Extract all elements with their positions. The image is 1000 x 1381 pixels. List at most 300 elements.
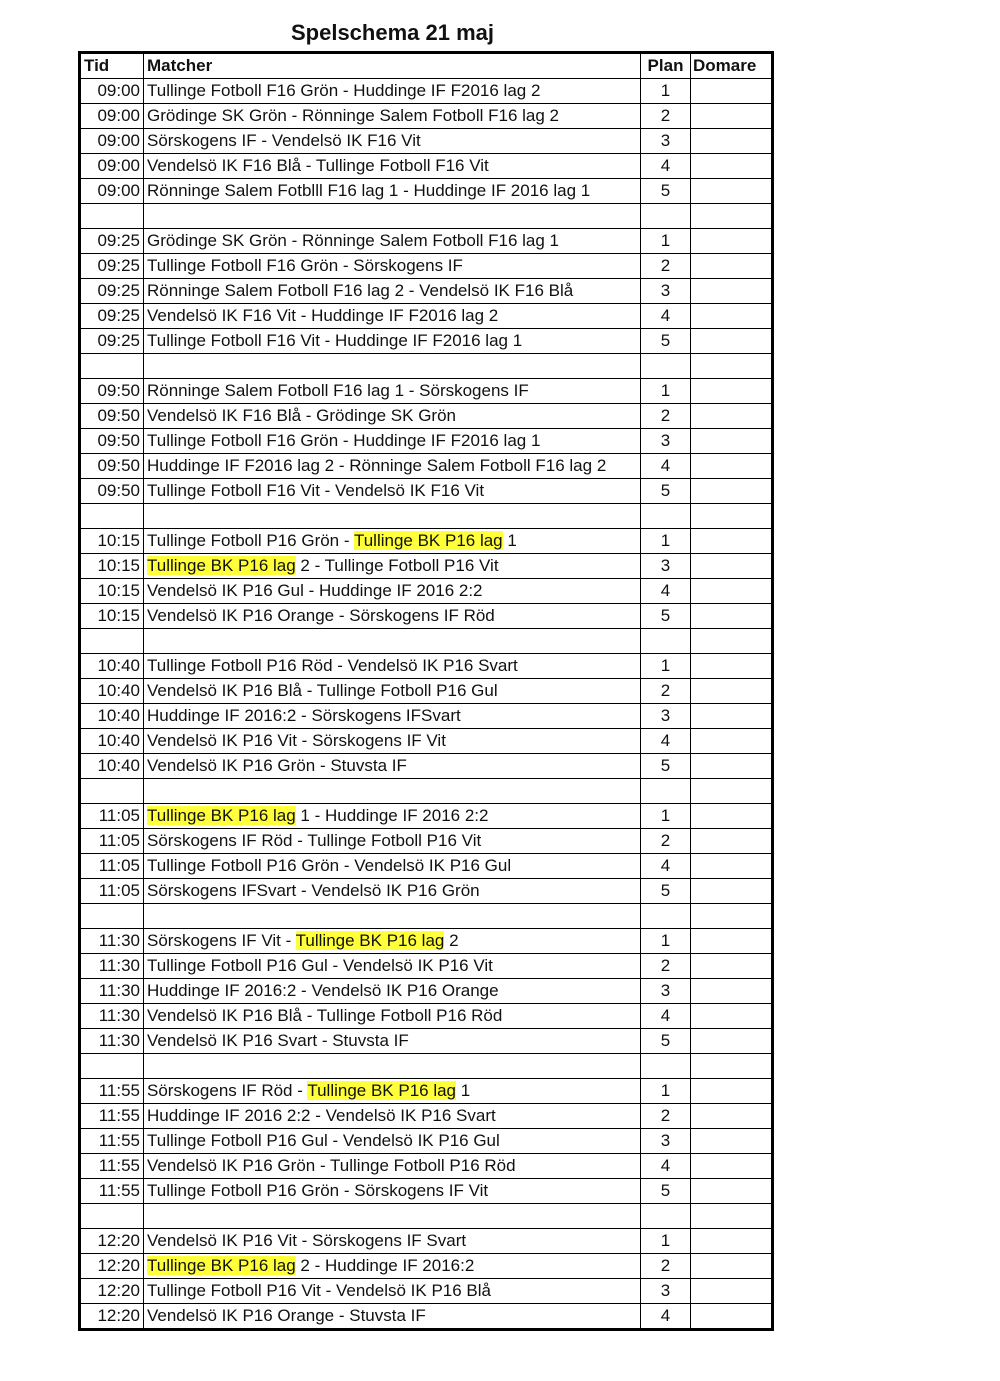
cell-tid: 11:30 — [80, 979, 144, 1004]
match-text: Vendelsö IK P16 Blå - Tullinge Fotboll P16 Gul — [147, 681, 498, 700]
table-row — [80, 104, 773, 129]
match-text: Tullinge Fotboll P16 Grön - — [147, 531, 354, 550]
spacer-row — [80, 504, 773, 529]
cell-match — [144, 329, 641, 354]
cell-match — [144, 1204, 641, 1229]
cell-plan: 1 — [641, 1229, 691, 1254]
cell-match — [144, 129, 641, 154]
highlighted-team: Tullinge BK P16 lag — [307, 1081, 457, 1100]
cell-tid: 09:50 — [80, 404, 144, 429]
match-text: Grödinge SK Grön - Rönninge Salem Fotboll F16 lag 2 — [147, 106, 560, 125]
cell-domare — [691, 1004, 773, 1029]
cell-domare — [691, 804, 773, 829]
cell-plan: 1 — [641, 229, 691, 254]
cell-tid: 11:55 — [80, 1179, 144, 1204]
table-row — [80, 804, 773, 829]
cell-tid: 12:20 — [80, 1254, 144, 1279]
match-text: Vendelsö IK P16 Svart - Stuvsta IF — [147, 1031, 409, 1050]
cell-plan — [641, 504, 691, 529]
cell-tid — [80, 779, 144, 804]
cell-match — [144, 454, 641, 479]
cell-match — [144, 754, 641, 779]
cell-match — [144, 954, 641, 979]
cell-domare — [691, 1254, 773, 1279]
cell-plan — [641, 629, 691, 654]
cell-domare — [691, 504, 773, 529]
table-row — [80, 1104, 773, 1129]
cell-tid — [80, 1054, 144, 1079]
match-text: Tullinge Fotboll P16 Grön - Sörskogens IF Vit — [147, 1181, 489, 1200]
cell-match — [144, 479, 641, 504]
cell-domare — [691, 654, 773, 679]
table-row — [80, 854, 773, 879]
table-row — [80, 79, 773, 104]
match-text: Tullinge Fotboll F16 Vit - Vendelsö IK F16 Vit — [147, 481, 485, 500]
cell-plan: 5 — [641, 479, 691, 504]
cell-tid: 11:05 — [80, 829, 144, 854]
cell-match — [144, 1104, 641, 1129]
table-row — [80, 754, 773, 779]
table-row — [80, 1229, 773, 1254]
cell-domare — [691, 304, 773, 329]
match-text: 1 - Huddinge IF 2016 2:2 — [295, 806, 489, 825]
cell-match — [144, 1129, 641, 1154]
cell-match — [144, 1254, 641, 1279]
cell-tid: 09:25 — [80, 229, 144, 254]
cell-match — [144, 879, 641, 904]
cell-domare — [691, 904, 773, 929]
cell-domare — [691, 854, 773, 879]
cell-match — [144, 679, 641, 704]
cell-tid — [80, 504, 144, 529]
cell-domare — [691, 454, 773, 479]
table-row — [80, 604, 773, 629]
cell-tid: 12:20 — [80, 1304, 144, 1330]
cell-plan — [641, 204, 691, 229]
cell-match — [144, 354, 641, 379]
cell-plan: 5 — [641, 1179, 691, 1204]
match-text: Vendelsö IK F16 Vit - Huddinge IF F2016 lag 2 — [147, 306, 499, 325]
cell-plan: 1 — [641, 654, 691, 679]
table-row — [80, 1279, 773, 1304]
spacer-row — [80, 204, 773, 229]
cell-plan: 3 — [641, 429, 691, 454]
table-row — [80, 1179, 773, 1204]
match-text: Huddinge IF 2016 2:2 - Vendelsö IK P16 Svart — [147, 1106, 496, 1125]
header-row — [80, 53, 773, 79]
cell-tid: 09:50 — [80, 479, 144, 504]
column-header-plan: Plan — [641, 53, 691, 79]
table-row — [80, 1004, 773, 1029]
cell-domare — [691, 604, 773, 629]
table-row — [80, 329, 773, 354]
cell-domare — [691, 529, 773, 554]
highlighted-team: Tullinge BK P16 lag — [147, 556, 296, 575]
cell-match — [144, 629, 641, 654]
cell-match — [144, 379, 641, 404]
highlighted-team: Tullinge BK P16 lag — [295, 931, 445, 950]
cell-tid: 09:50 — [80, 429, 144, 454]
cell-tid: 10:15 — [80, 579, 144, 604]
match-text: Tullinge Fotboll P16 Gul - Vendelsö IK P16 Gul — [147, 1131, 500, 1150]
page-title: Spelschema 21 maj — [290, 20, 494, 45]
cell-tid: 10:40 — [80, 729, 144, 754]
cell-plan: 2 — [641, 404, 691, 429]
cell-match — [144, 279, 641, 304]
table-row — [80, 1304, 773, 1330]
cell-plan — [641, 354, 691, 379]
cell-match — [144, 1154, 641, 1179]
match-text: Vendelsö IK P16 Orange - Sörskogens IF Röd — [147, 606, 495, 625]
cell-domare — [691, 929, 773, 954]
schedule-table — [78, 51, 774, 1331]
cell-domare — [691, 379, 773, 404]
table-row — [80, 254, 773, 279]
cell-domare — [691, 79, 773, 104]
cell-plan: 3 — [641, 1129, 691, 1154]
cell-domare — [691, 1129, 773, 1154]
cell-domare — [691, 1104, 773, 1129]
table-row — [80, 129, 773, 154]
cell-plan: 5 — [641, 1029, 691, 1054]
table-row — [80, 229, 773, 254]
cell-domare — [691, 1029, 773, 1054]
table-row — [80, 929, 773, 954]
cell-plan: 4 — [641, 454, 691, 479]
cell-tid: 12:20 — [80, 1229, 144, 1254]
cell-match — [144, 854, 641, 879]
cell-plan: 3 — [641, 979, 691, 1004]
cell-domare — [691, 1279, 773, 1304]
cell-plan: 3 — [641, 129, 691, 154]
cell-plan: 2 — [641, 1254, 691, 1279]
cell-tid: 10:40 — [80, 754, 144, 779]
cell-match — [144, 729, 641, 754]
cell-domare — [691, 729, 773, 754]
cell-domare — [691, 104, 773, 129]
cell-match — [144, 654, 641, 679]
table-row — [80, 704, 773, 729]
cell-domare — [691, 629, 773, 654]
spacer-row — [80, 1054, 773, 1079]
cell-tid — [80, 1204, 144, 1229]
spacer-row — [80, 904, 773, 929]
cell-match — [144, 554, 641, 579]
match-text: 2 — [444, 931, 459, 950]
match-text: Sörskogens IF Röd - Tullinge Fotboll P16 Vit — [147, 831, 482, 850]
cell-plan: 5 — [641, 754, 691, 779]
cell-plan: 3 — [641, 704, 691, 729]
cell-plan — [641, 779, 691, 804]
table-row — [80, 154, 773, 179]
cell-domare — [691, 1179, 773, 1204]
cell-match — [144, 1029, 641, 1054]
cell-plan: 1 — [641, 1079, 691, 1104]
cell-plan: 3 — [641, 554, 691, 579]
cell-domare — [691, 354, 773, 379]
match-text: Rönninge Salem Fotblll F16 lag 1 - Huddinge IF 2016 lag 1 — [147, 181, 591, 200]
cell-domare — [691, 1229, 773, 1254]
cell-tid: 09:25 — [80, 254, 144, 279]
cell-tid: 12:20 — [80, 1279, 144, 1304]
match-text: 2 - Huddinge IF 2016:2 — [295, 1256, 475, 1275]
cell-plan: 1 — [641, 79, 691, 104]
cell-tid: 10:40 — [80, 679, 144, 704]
cell-domare — [691, 154, 773, 179]
cell-match — [144, 429, 641, 454]
match-text: Rönninge Salem Fotboll F16 lag 2 - Vendelsö IK F16 Blå — [147, 281, 574, 300]
cell-match — [144, 929, 641, 954]
cell-plan: 3 — [641, 279, 691, 304]
cell-tid — [80, 204, 144, 229]
cell-plan — [641, 1204, 691, 1229]
match-text: Vendelsö IK P16 Gul - Huddinge IF 2016 2:2 — [147, 581, 483, 600]
cell-tid: 11:30 — [80, 954, 144, 979]
cell-domare — [691, 704, 773, 729]
cell-domare — [691, 254, 773, 279]
cell-domare — [691, 554, 773, 579]
match-text: Vendelsö IK F16 Blå - Tullinge Fotboll F16 Vit — [147, 156, 489, 175]
match-text: Tullinge Fotboll P16 Gul - Vendelsö IK P16 Vit — [147, 956, 493, 975]
cell-plan: 5 — [641, 604, 691, 629]
cell-tid: 10:15 — [80, 529, 144, 554]
cell-match — [144, 229, 641, 254]
cell-match — [144, 1004, 641, 1029]
cell-tid: 09:25 — [80, 304, 144, 329]
cell-match — [144, 1179, 641, 1204]
cell-plan: 4 — [641, 854, 691, 879]
cell-domare — [691, 1204, 773, 1229]
cell-domare — [691, 204, 773, 229]
match-text: Tullinge Fotboll F16 Vit - Huddinge IF F2016 lag 1 — [147, 331, 523, 350]
match-text: Tullinge Fotboll F16 Grön - Huddinge IF F2016 lag 2 — [147, 81, 541, 100]
match-text: Sörskogens IF Vit - — [147, 931, 296, 950]
cell-domare — [691, 979, 773, 1004]
cell-tid: 11:05 — [80, 804, 144, 829]
cell-domare — [691, 404, 773, 429]
cell-plan — [641, 1054, 691, 1079]
cell-plan: 5 — [641, 879, 691, 904]
cell-plan: 4 — [641, 1004, 691, 1029]
cell-domare — [691, 879, 773, 904]
cell-domare — [691, 1079, 773, 1104]
table-row — [80, 654, 773, 679]
cell-domare — [691, 179, 773, 204]
match-text: Vendelsö IK P16 Vit - Sörskogens IF Vit — [147, 731, 446, 750]
match-text: Tullinge Fotboll P16 Grön - Vendelsö IK P16 Gul — [147, 856, 512, 875]
table-row — [80, 829, 773, 854]
table-row — [80, 1079, 773, 1104]
cell-tid: 10:15 — [80, 604, 144, 629]
column-header-matcher: Matcher — [144, 53, 641, 79]
cell-domare — [691, 954, 773, 979]
cell-plan: 5 — [641, 179, 691, 204]
spacer-row — [80, 779, 773, 804]
cell-tid: 09:00 — [80, 104, 144, 129]
cell-plan: 2 — [641, 104, 691, 129]
cell-match — [144, 79, 641, 104]
match-text: 1 — [502, 531, 517, 550]
cell-tid: 09:00 — [80, 154, 144, 179]
cell-domare — [691, 329, 773, 354]
cell-domare — [691, 1054, 773, 1079]
cell-domare — [691, 754, 773, 779]
cell-plan: 2 — [641, 829, 691, 854]
cell-plan: 3 — [641, 1279, 691, 1304]
cell-plan: 4 — [641, 729, 691, 754]
table-row — [80, 679, 773, 704]
cell-tid: 11:55 — [80, 1079, 144, 1104]
match-text: Vendelsö IK P16 Vit - Sörskogens IF Svart — [147, 1231, 467, 1250]
table-row — [80, 379, 773, 404]
cell-match — [144, 704, 641, 729]
cell-match — [144, 779, 641, 804]
cell-tid: 09:25 — [80, 329, 144, 354]
cell-tid: 11:55 — [80, 1154, 144, 1179]
match-text: 1 — [456, 1081, 471, 1100]
table-row — [80, 579, 773, 604]
cell-plan: 4 — [641, 1304, 691, 1330]
highlighted-team: Tullinge BK P16 lag — [353, 531, 503, 550]
spacer-row — [80, 354, 773, 379]
cell-match — [144, 579, 641, 604]
cell-plan: 1 — [641, 379, 691, 404]
match-text: Vendelsö IK P16 Blå - Tullinge Fotboll P16 Röd — [147, 1006, 503, 1025]
table-row — [80, 954, 773, 979]
cell-tid: 10:40 — [80, 704, 144, 729]
cell-match — [144, 104, 641, 129]
match-text: Sörskogens IF - Vendelsö IK F16 Vit — [147, 131, 421, 150]
match-text: Sörskogens IF Röd - — [147, 1081, 308, 1100]
table-row — [80, 1154, 773, 1179]
spacer-row — [80, 629, 773, 654]
column-header-domare: Domare — [691, 53, 773, 79]
cell-tid: 09:00 — [80, 129, 144, 154]
cell-plan: 2 — [641, 954, 691, 979]
cell-tid — [80, 904, 144, 929]
cell-tid: 11:05 — [80, 879, 144, 904]
cell-match — [144, 304, 641, 329]
match-text: Vendelsö IK P16 Grön - Stuvsta IF — [147, 756, 407, 775]
match-text: Vendelsö IK F16 Blå - Grödinge SK Grön — [147, 406, 457, 425]
cell-match — [144, 529, 641, 554]
match-text: Huddinge IF F2016 lag 2 - Rönninge Salem Fotboll F16 lag 2 — [147, 456, 607, 475]
cell-match — [144, 154, 641, 179]
match-text: Vendelsö IK P16 Grön - Tullinge Fotboll P16 Röd — [147, 1156, 516, 1175]
cell-plan: 4 — [641, 1154, 691, 1179]
cell-plan: 4 — [641, 154, 691, 179]
cell-match — [144, 904, 641, 929]
cell-tid: 09:50 — [80, 454, 144, 479]
table-row — [80, 454, 773, 479]
cell-match — [144, 604, 641, 629]
cell-match — [144, 204, 641, 229]
cell-plan: 1 — [641, 929, 691, 954]
cell-domare — [691, 479, 773, 504]
cell-plan: 4 — [641, 304, 691, 329]
cell-match — [144, 404, 641, 429]
cell-domare — [691, 1154, 773, 1179]
cell-tid: 09:25 — [80, 279, 144, 304]
table-row — [80, 279, 773, 304]
match-text: Tullinge Fotboll F16 Grön - Huddinge IF F2016 lag 1 — [147, 431, 541, 450]
cell-domare — [691, 579, 773, 604]
schedule-body — [80, 79, 773, 1330]
cell-match — [144, 1054, 641, 1079]
table-row — [80, 529, 773, 554]
cell-domare — [691, 429, 773, 454]
cell-match — [144, 804, 641, 829]
table-row — [80, 1129, 773, 1154]
match-text: Tullinge Fotboll F16 Grön - Sörskogens IF — [147, 256, 463, 275]
match-text: Vendelsö IK P16 Orange - Stuvsta IF — [147, 1306, 426, 1325]
match-text: Tullinge Fotboll P16 Vit - Vendelsö IK P16 Blå — [147, 1281, 491, 1300]
table-row — [80, 554, 773, 579]
cell-domare — [691, 1304, 773, 1330]
match-text: Rönninge Salem Fotboll F16 lag 1 - Sörskogens IF — [147, 381, 529, 400]
cell-match — [144, 504, 641, 529]
cell-tid: 10:40 — [80, 654, 144, 679]
cell-domare — [691, 129, 773, 154]
cell-tid: 11:30 — [80, 1004, 144, 1029]
cell-tid: 09:00 — [80, 179, 144, 204]
table-row — [80, 179, 773, 204]
table-row — [80, 404, 773, 429]
cell-plan: 5 — [641, 329, 691, 354]
table-row — [80, 1029, 773, 1054]
table-row — [80, 979, 773, 1004]
cell-plan: 1 — [641, 804, 691, 829]
cell-match — [144, 1229, 641, 1254]
match-text: 2 - Tullinge Fotboll P16 Vit — [295, 556, 499, 575]
cell-domare — [691, 679, 773, 704]
table-row — [80, 879, 773, 904]
cell-plan — [641, 904, 691, 929]
highlighted-team: Tullinge BK P16 lag — [147, 806, 296, 825]
match-text: Tullinge Fotboll P16 Röd - Vendelsö IK P16 Svart — [147, 656, 518, 675]
cell-match — [144, 1079, 641, 1104]
cell-plan: 4 — [641, 579, 691, 604]
cell-match — [144, 254, 641, 279]
table-row — [80, 729, 773, 754]
match-text: Sörskogens IFSvart - Vendelsö IK P16 Grön — [147, 881, 480, 900]
table-row — [80, 304, 773, 329]
table-row — [80, 429, 773, 454]
cell-plan: 2 — [641, 1104, 691, 1129]
cell-domare — [691, 829, 773, 854]
cell-tid: 11:30 — [80, 929, 144, 954]
highlighted-team: Tullinge BK P16 lag — [147, 1256, 296, 1275]
cell-plan: 2 — [641, 254, 691, 279]
match-text: Huddinge IF 2016:2 - Vendelsö IK P16 Orange — [147, 981, 499, 1000]
cell-tid: 10:15 — [80, 554, 144, 579]
cell-plan: 1 — [641, 529, 691, 554]
cell-match — [144, 829, 641, 854]
cell-tid — [80, 629, 144, 654]
column-header-tid: Tid — [80, 53, 144, 79]
match-text: Huddinge IF 2016:2 - Sörskogens IFSvart — [147, 706, 461, 725]
cell-tid: 11:30 — [80, 1029, 144, 1054]
cell-plan: 2 — [641, 679, 691, 704]
spacer-row — [80, 1204, 773, 1229]
cell-match — [144, 979, 641, 1004]
table-row — [80, 1254, 773, 1279]
cell-tid: 09:50 — [80, 379, 144, 404]
cell-tid — [80, 354, 144, 379]
cell-match — [144, 1304, 641, 1330]
cell-match — [144, 179, 641, 204]
cell-tid: 09:00 — [80, 79, 144, 104]
